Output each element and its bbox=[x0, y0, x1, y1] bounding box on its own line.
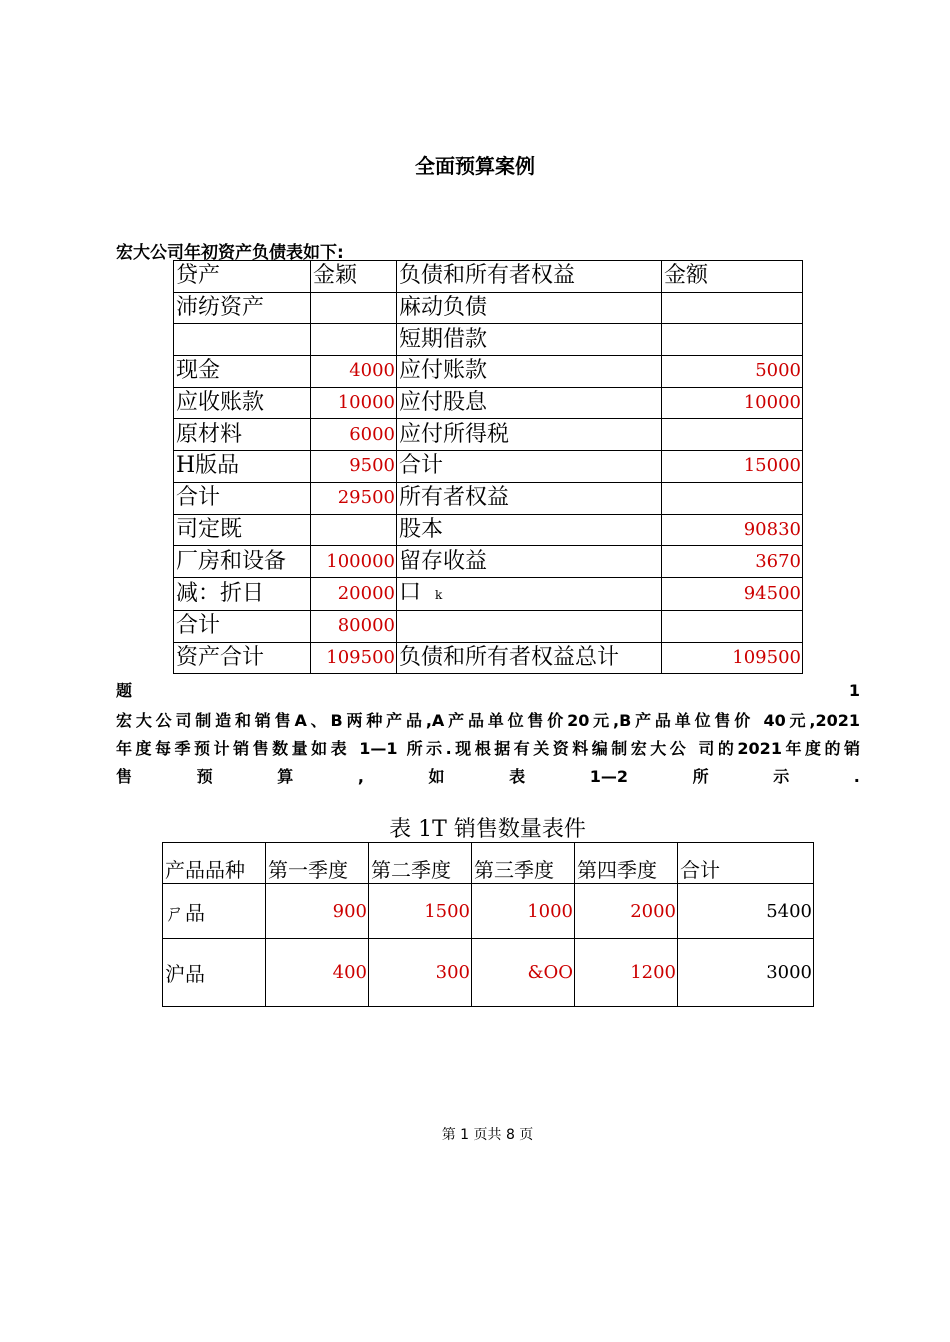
asset-name: 应收账款 bbox=[174, 387, 311, 419]
asset-name: 减：折日 bbox=[174, 577, 311, 610]
asset-name: 厂房和设备 bbox=[174, 546, 311, 578]
asset-name: 资产合计 bbox=[174, 642, 311, 674]
sales-quantity-table bbox=[162, 842, 814, 1007]
asset-amount: 4000 bbox=[311, 356, 397, 388]
table-row bbox=[174, 324, 803, 356]
word: 如 bbox=[428, 767, 445, 786]
asset-name: 现金 bbox=[174, 356, 311, 388]
header-cell: 负债和所有者权益 bbox=[397, 261, 662, 293]
liability-name bbox=[397, 610, 662, 642]
liability-name: 应付账款 bbox=[397, 356, 662, 388]
asset-name bbox=[174, 324, 311, 356]
quarter-value: 2000 bbox=[575, 884, 678, 939]
word: , bbox=[357, 767, 364, 786]
product-name: 沪品 bbox=[163, 939, 266, 1007]
quarter-value: 1200 bbox=[575, 939, 678, 1007]
header-cell: 第一季度 bbox=[266, 843, 369, 884]
intro-text: 宏大公司年初资产负债表如下: bbox=[116, 243, 344, 263]
liability-name: 短期借款 bbox=[397, 324, 662, 356]
liability-name-text: 口 bbox=[399, 579, 422, 605]
word: 表 bbox=[509, 767, 526, 786]
problem-number: 1 bbox=[848, 681, 860, 700]
liability-name: 应付所得税 bbox=[397, 419, 662, 451]
asset-amount: 80000 bbox=[311, 610, 397, 642]
header-cell: 金颖 bbox=[311, 261, 397, 293]
total-value: 5400 bbox=[678, 884, 814, 939]
liability-name: 留存收益 bbox=[397, 546, 662, 578]
header-cell: 第三季度 bbox=[472, 843, 575, 884]
liability-amount bbox=[662, 610, 803, 642]
liability-amount: 3670 bbox=[662, 546, 803, 578]
table-row bbox=[174, 387, 803, 419]
table-row bbox=[163, 884, 814, 939]
quarter-value: 1000 bbox=[472, 884, 575, 939]
asset-amount: 20000 bbox=[311, 577, 397, 610]
word: 预 bbox=[196, 767, 213, 786]
liability-amount bbox=[662, 292, 803, 324]
asset-name: 合计 bbox=[174, 482, 311, 514]
asset-amount bbox=[311, 324, 397, 356]
table-header-row bbox=[163, 843, 814, 884]
asset-name: 沛纺资产 bbox=[174, 292, 311, 324]
liability-amount bbox=[662, 324, 803, 356]
asset-name: 合计 bbox=[174, 610, 311, 642]
liability-amount bbox=[662, 482, 803, 514]
table-row bbox=[174, 514, 803, 546]
word: 算 bbox=[277, 767, 294, 786]
quarter-value: 1500 bbox=[369, 884, 472, 939]
table-row bbox=[174, 451, 803, 483]
asset-amount: 100000 bbox=[311, 546, 397, 578]
problem-label-line bbox=[116, 676, 860, 706]
liability-amount bbox=[662, 419, 803, 451]
liability-name: 应付股息 bbox=[397, 387, 662, 419]
asset-name: H版品 bbox=[174, 451, 311, 483]
word: 所 bbox=[692, 767, 709, 786]
header-cell: 第二季度 bbox=[369, 843, 472, 884]
liability-name: 合计 bbox=[397, 451, 662, 483]
liability-name bbox=[397, 577, 662, 610]
table-row bbox=[174, 482, 803, 514]
table-caption: 表 1T 销售数量表件 bbox=[389, 817, 586, 842]
page-footer: 第 1 页共 8 页 bbox=[441, 1127, 534, 1143]
liability-name: 负债和所有者权益总计 bbox=[397, 642, 662, 674]
header-cell: 贷产 bbox=[174, 261, 311, 293]
table-row bbox=[174, 546, 803, 578]
liability-amount: 94500 bbox=[662, 577, 803, 610]
asset-amount: 9500 bbox=[311, 451, 397, 483]
quarter-value: 300 bbox=[369, 939, 472, 1007]
product-name: ㄕ品 bbox=[163, 884, 266, 939]
header-cell: 金额 bbox=[662, 261, 803, 293]
word: 1—2 bbox=[589, 767, 628, 786]
header-cell: 第四季度 bbox=[575, 843, 678, 884]
liability-name: 股本 bbox=[397, 514, 662, 546]
liability-amount: 15000 bbox=[662, 451, 803, 483]
table-row bbox=[174, 642, 803, 674]
asset-amount: 109500 bbox=[311, 642, 397, 674]
table-row bbox=[174, 610, 803, 642]
asset-amount bbox=[311, 514, 397, 546]
table-header-row bbox=[174, 261, 803, 293]
liability-amount: 5000 bbox=[662, 356, 803, 388]
quarter-value: 400 bbox=[266, 939, 369, 1007]
word: 售 bbox=[116, 767, 133, 786]
asset-amount: 10000 bbox=[311, 387, 397, 419]
header-cell: 产品品种 bbox=[163, 843, 266, 884]
header-cell: 合计 bbox=[678, 843, 814, 884]
problem-label: 题 bbox=[116, 681, 133, 700]
table-row bbox=[174, 419, 803, 451]
problem-line-1: 宏大公司制造和销售A、B两种产品,A产品单位售价20元,B产品单位售价 40元,2021 bbox=[116, 711, 860, 730]
table-row bbox=[174, 577, 803, 610]
liability-name: 麻动负债 bbox=[397, 292, 662, 324]
word: 示 bbox=[773, 767, 790, 786]
small-mark: k bbox=[435, 587, 443, 602]
liability-amount: 90830 bbox=[662, 514, 803, 546]
word: . bbox=[853, 767, 860, 786]
table-row bbox=[174, 356, 803, 388]
quarter-value: &OO bbox=[472, 939, 575, 1007]
asset-amount bbox=[311, 292, 397, 324]
liability-amount: 109500 bbox=[662, 642, 803, 674]
page-title: 全面预算案例 bbox=[415, 154, 535, 178]
problem-line-2: 年度每季预计销售数量如表 1—1 所示.现根据有关资料编制宏大公 司的2021年度的销 bbox=[116, 739, 860, 758]
total-value: 3000 bbox=[678, 939, 814, 1007]
liability-amount: 10000 bbox=[662, 387, 803, 419]
asset-amount: 6000 bbox=[311, 419, 397, 451]
asset-name: 原材料 bbox=[174, 419, 311, 451]
quarter-value: 900 bbox=[266, 884, 369, 939]
balance-sheet-table bbox=[173, 260, 803, 674]
table-row bbox=[174, 292, 803, 324]
asset-amount: 29500 bbox=[311, 482, 397, 514]
table-row bbox=[163, 939, 814, 1007]
liability-name: 所有者权益 bbox=[397, 482, 662, 514]
asset-name: 司定既 bbox=[174, 514, 311, 546]
problem-line-3 bbox=[116, 762, 860, 792]
